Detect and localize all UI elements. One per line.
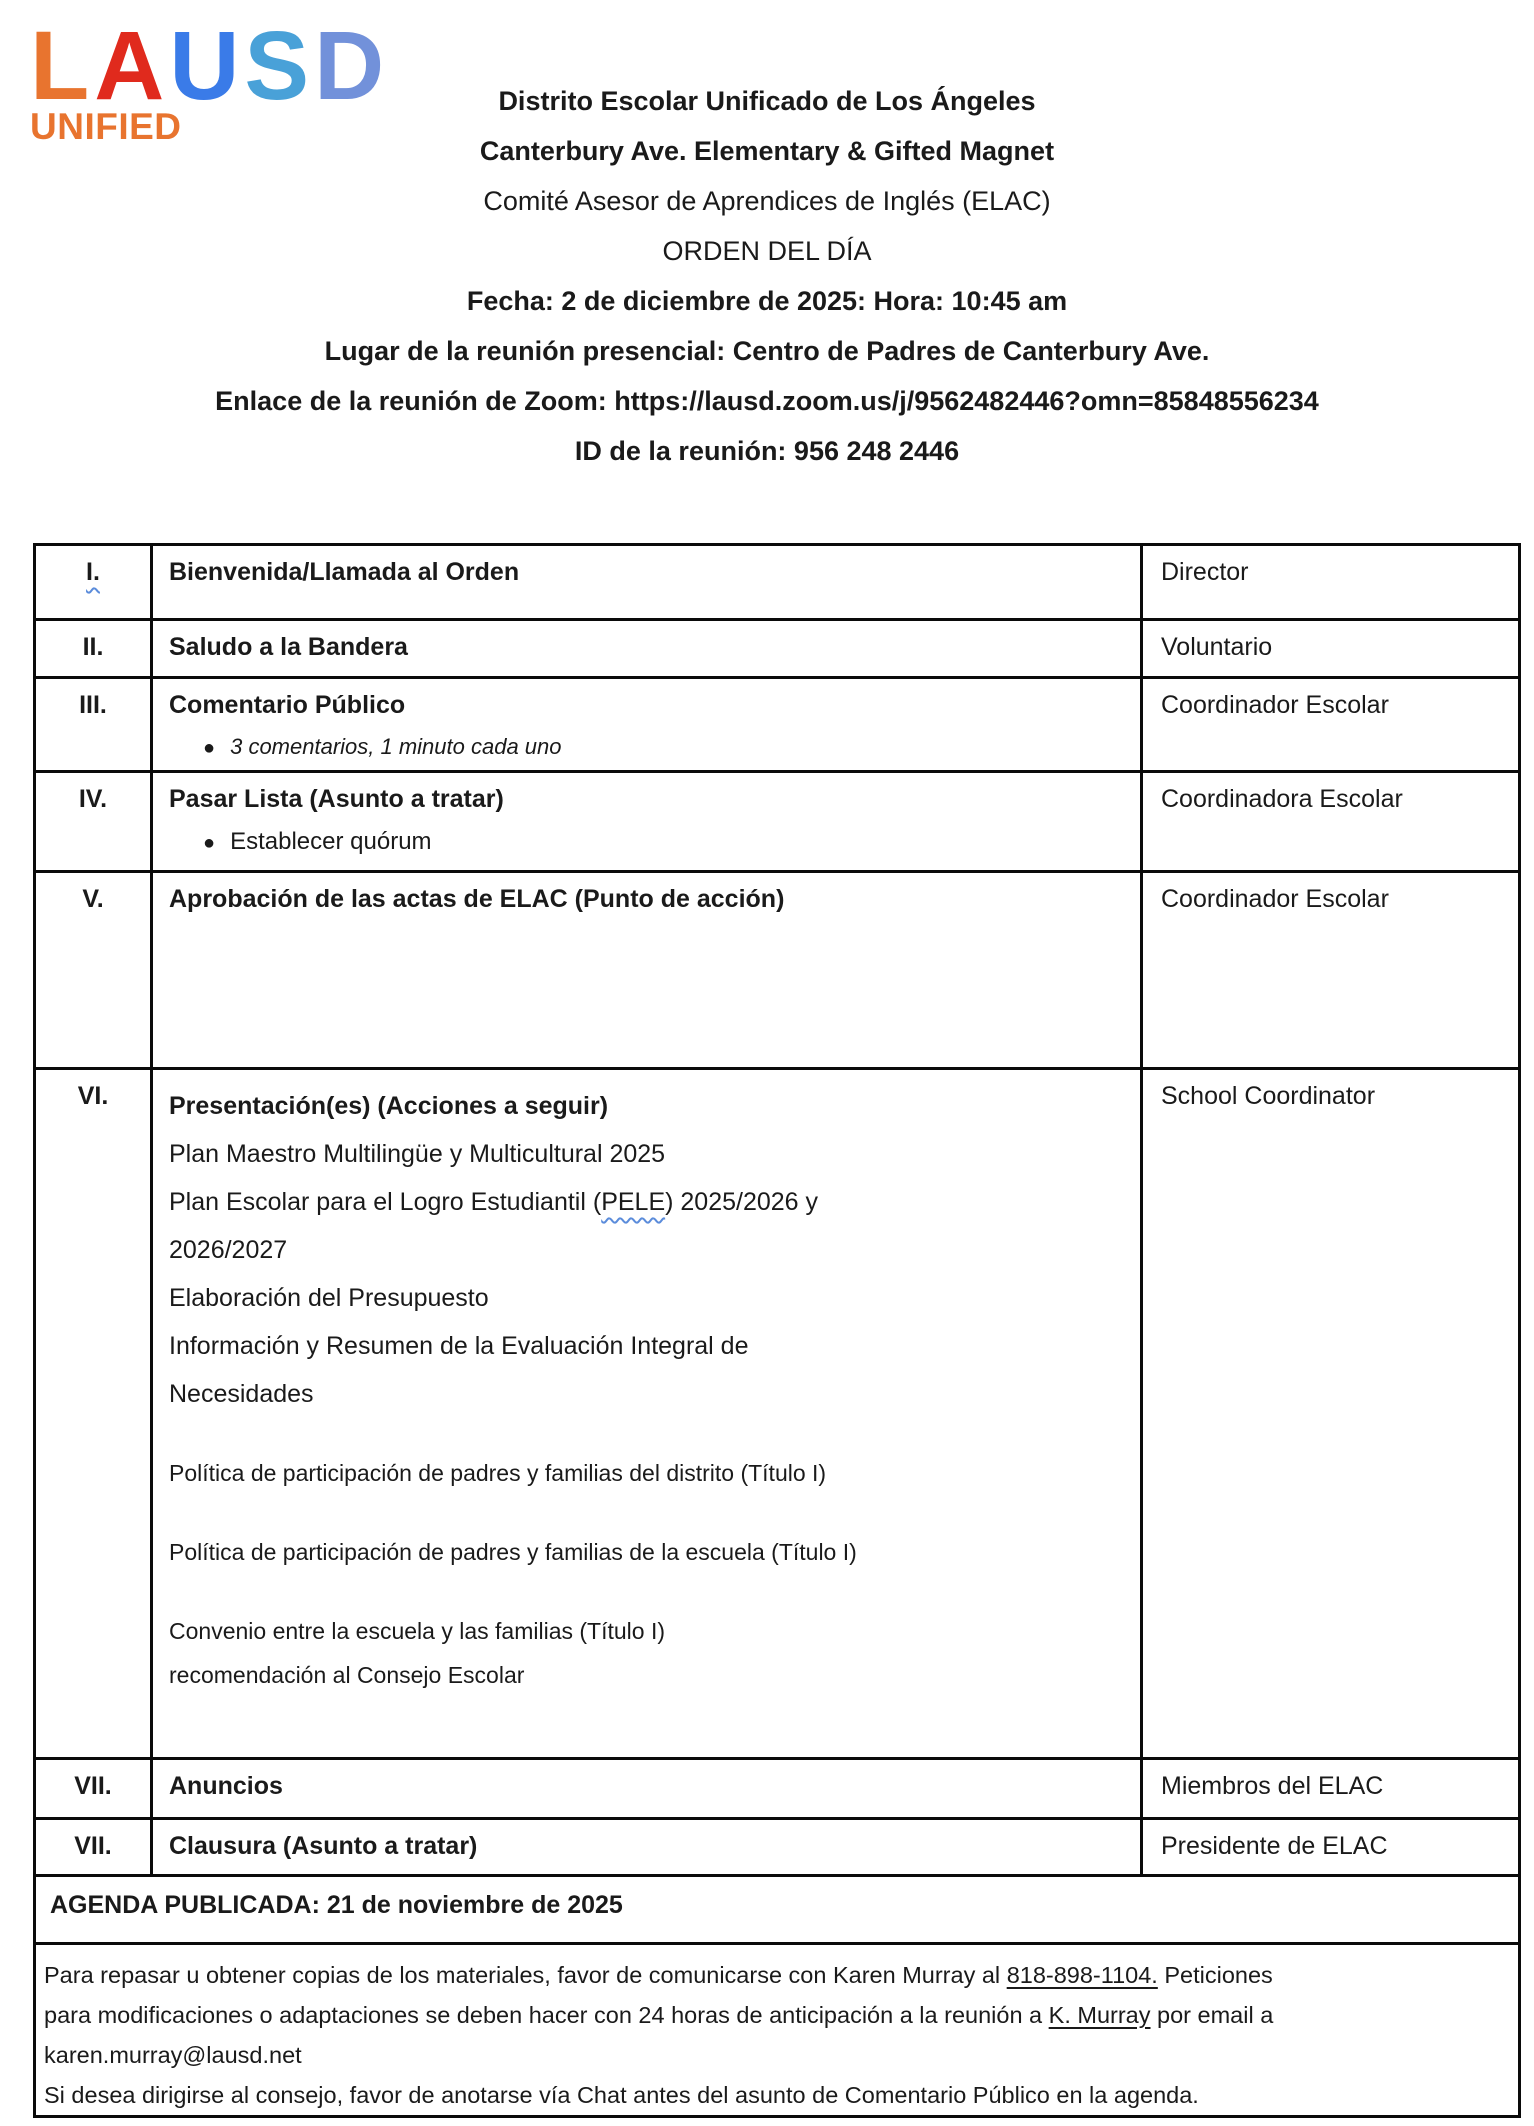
presentation-line: Elaboración del Presupuesto bbox=[169, 1284, 489, 1312]
item-title: Anuncios bbox=[152, 1759, 1142, 1819]
item-title: Clausura (Asunto a tratar) bbox=[152, 1819, 1142, 1876]
presentation-line: 2026/2027 bbox=[169, 1236, 288, 1264]
contact-info-row bbox=[35, 1944, 1520, 2117]
agenda-row-announcements bbox=[35, 1759, 1520, 1819]
item-owner: Coordinador Escolar bbox=[1142, 678, 1520, 772]
presentation-line: Plan Maestro Multilingüe y Multicultural 2025 bbox=[169, 1140, 666, 1168]
logo-letter-l: L bbox=[30, 11, 95, 120]
contact-email[interactable]: karen.murray@lausd.net bbox=[44, 2042, 302, 2068]
presentation-line: Política de participación de padres y familias de la escuela (Título I) bbox=[169, 1539, 857, 1565]
committee-name: Comité Asesor de Aprendices de Inglés (ELAC) bbox=[483, 186, 1051, 216]
agenda-row-adjournment bbox=[35, 1819, 1520, 1876]
meeting-id: ID de la reunión: 956 248 2446 bbox=[574, 436, 960, 466]
item-owner: Coordinador Escolar bbox=[1142, 872, 1520, 1069]
item-numeral: VII. bbox=[35, 1759, 152, 1819]
agenda-row-flag-salute bbox=[35, 620, 1520, 678]
presentation-line: Información y Resumen de la Evaluación Integral de bbox=[169, 1332, 749, 1360]
school-name: Canterbury Ave. Elementary & Gifted Magnet bbox=[479, 136, 1055, 166]
item-owner: Director bbox=[1142, 545, 1520, 620]
contact-phone: 818-898-1104. bbox=[1006, 1962, 1158, 1988]
bullet-dot-icon: ● bbox=[203, 832, 216, 854]
logo-letter-u: U bbox=[169, 11, 245, 120]
item-numeral: VI. bbox=[35, 1069, 152, 1759]
presentation-line: recomendación al Consejo Escolar bbox=[169, 1662, 525, 1688]
logo-letter-s: S bbox=[244, 11, 315, 120]
document-header bbox=[0, 76, 1534, 476]
lausd-logo-unified: UNIFIED bbox=[30, 106, 182, 147]
item-numeral: I. bbox=[35, 545, 152, 620]
item-title: Aprobación de las actas de ELAC (Punto de acción) bbox=[152, 872, 1142, 1069]
pele-acronym: PELE bbox=[601, 1188, 666, 1216]
district-name: Distrito Escolar Unificado de Los Ángeles bbox=[498, 86, 1036, 116]
item-numeral: V. bbox=[35, 872, 152, 1069]
agenda-table bbox=[33, 543, 1521, 2118]
item-owner: Miembros del ELAC bbox=[1142, 1759, 1520, 1819]
item-title: Saludo a la Bandera bbox=[152, 620, 1142, 678]
presentation-line: Política de participación de padres y familias del distrito (Título I) bbox=[169, 1460, 827, 1486]
bullet-dot-icon: ● bbox=[203, 737, 216, 759]
item-owner: School Coordinator bbox=[1142, 1069, 1520, 1759]
item-title bbox=[152, 1069, 1142, 1759]
presentation-line: Plan Escolar para el Logro Estudiantil (PELE) 2025/2026 y bbox=[169, 1188, 819, 1216]
item-numeral: II. bbox=[35, 620, 152, 678]
agenda-row-public-comment bbox=[35, 678, 1520, 772]
logo-letter-d: D bbox=[314, 11, 390, 120]
item-owner: Presidente de ELAC bbox=[1142, 1819, 1520, 1876]
agenda-row-minutes-approval bbox=[35, 872, 1520, 1069]
document-title: ORDEN DEL DÍA bbox=[662, 236, 872, 266]
meeting-location: Lugar de la reunión presencial: Centro de Padres de Canterbury Ave. bbox=[324, 336, 1210, 366]
agenda-published-text: AGENDA PUBLICADA: 21 de noviembre de 2025 bbox=[35, 1876, 1520, 1944]
meeting-date-time: Fecha: 2 de diciembre de 2025: Hora: 10:45 am bbox=[466, 286, 1068, 316]
chat-signup-note: Si desea dirigirse al consejo, favor de anotarse vía Chat antes del asunto de Comentario Público en la agenda. bbox=[44, 2082, 1199, 2108]
presentation-line: Convenio entre la escuela y las familias (Título I) bbox=[169, 1618, 665, 1644]
item-title: Pasar Lista (Asunto a tratar) ● Establecer quórum bbox=[152, 772, 1142, 872]
contact-person: K. Murray bbox=[1048, 2002, 1151, 2028]
agenda-published-row bbox=[35, 1876, 1520, 1944]
zoom-link[interactable]: Enlace de la reunión de Zoom: https://lausd.zoom.us/j/9562482446?omn=85848556234 bbox=[215, 386, 1319, 416]
contact-info-box bbox=[35, 1944, 1520, 2117]
item-title: Comentario Público ● 3 comentarios, 1 minuto cada uno bbox=[152, 678, 1142, 772]
item-owner: Coordinadora Escolar bbox=[1142, 772, 1520, 872]
item-title: Bienvenida/Llamada al Orden bbox=[152, 545, 1142, 620]
item-owner: Voluntario bbox=[1142, 620, 1520, 678]
agenda-row-presentations bbox=[35, 1069, 1520, 1759]
item-numeral: VII. bbox=[35, 1819, 152, 1876]
contact-line-2: para modificaciones o adaptaciones se deben hacer con 24 horas de anticipación a la reunión a K. Murray por email a bbox=[44, 2002, 1274, 2028]
agenda-row-welcome bbox=[35, 545, 1520, 620]
item-numeral: IV. bbox=[35, 772, 152, 872]
logo-letter-a: A bbox=[94, 11, 170, 120]
agenda-row-roll-call bbox=[35, 772, 1520, 872]
presentation-line: Necesidades bbox=[169, 1380, 314, 1408]
presentations-title: Presentación(es) (Acciones a seguir) bbox=[169, 1092, 609, 1120]
item-numeral: III. bbox=[35, 678, 152, 772]
contact-line-1: Para repasar u obtener copias de los materiales, favor de comunicarse con Karen Murray al 818-898-1104. Peticiones bbox=[44, 1962, 1273, 1988]
item-bullet: ● Establecer quórum bbox=[203, 828, 432, 855]
item-bullet: ● 3 comentarios, 1 minuto cada uno bbox=[203, 734, 562, 759]
